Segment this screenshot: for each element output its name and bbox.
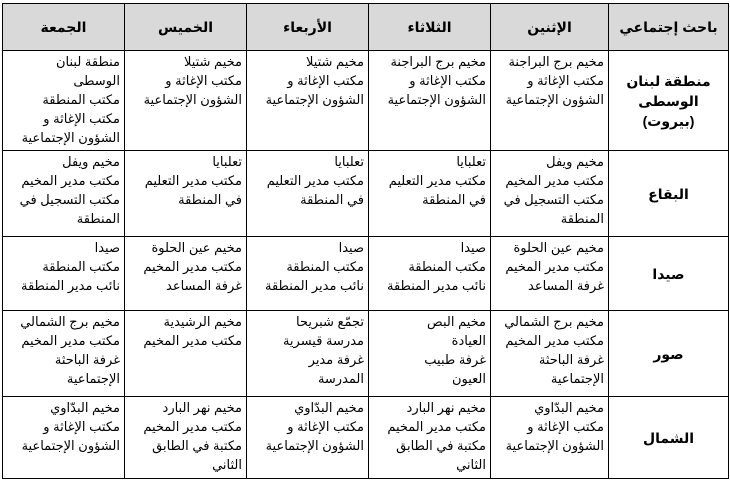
header-row xyxy=(3,4,729,51)
location-line: مكتب مدير المخيم xyxy=(143,333,242,349)
header-social-worker: باحث إجتماعي xyxy=(609,4,729,51)
schedule-cell-tuesday xyxy=(369,237,491,311)
schedule-cell-thursday xyxy=(125,151,247,237)
location-line: الثاني xyxy=(456,457,486,473)
location-line: المنطقة xyxy=(560,211,604,227)
location-line: منطقة لبنان xyxy=(55,54,120,69)
schedule-cell-friday xyxy=(3,237,125,311)
location-line: تعلبايا xyxy=(456,154,486,170)
schedule-cell-tuesday xyxy=(369,311,491,397)
location-line: الشؤون الإجتماعية xyxy=(505,438,604,454)
location-line: الشؤون الإجتماعية xyxy=(21,130,120,145)
location-line: الإجتماعية xyxy=(66,371,120,387)
schedule-cell-thursday xyxy=(125,397,247,479)
table-row xyxy=(3,397,729,479)
header-monday: الإثنين xyxy=(491,4,609,51)
region-name-line: الشمال xyxy=(642,429,695,446)
schedule-cell-tuesday xyxy=(369,51,491,151)
location-line: المنطقة xyxy=(76,211,120,227)
region-name-line: صور xyxy=(653,345,684,362)
schedule-cell-monday xyxy=(491,237,609,311)
location-line: مخيم البدّاوي xyxy=(534,400,604,416)
location-line: مكتبة في الطابق xyxy=(396,438,486,454)
table-row xyxy=(3,51,729,151)
schedule-cell-wednesday xyxy=(247,237,369,311)
schedule-cell-monday xyxy=(491,311,609,397)
location-line: مكتب مدير المخيم xyxy=(21,333,120,349)
location-line: مخيم شتيلا xyxy=(183,54,242,69)
location-line: الشؤون الإجتماعية xyxy=(21,438,120,454)
region-cell xyxy=(609,51,729,151)
location-line: في المنطقة xyxy=(422,192,486,208)
header-thursday: الخميس xyxy=(125,4,247,51)
location-line: مكتب المنطقة xyxy=(408,259,486,275)
location-line: في المنطقة xyxy=(300,192,364,208)
location-line: مكتب الإغاثة و xyxy=(409,73,486,88)
location-line: مكتب الإغاثة و xyxy=(287,73,364,88)
location-line: العيون xyxy=(451,371,486,387)
location-line: الشؤون الإجتماعية xyxy=(143,92,242,107)
table-row xyxy=(3,311,729,397)
location-line: مكتب الإغاثة و xyxy=(527,73,604,88)
location-line: مخيم ويفل xyxy=(62,154,120,170)
location-line: في المنطقة xyxy=(178,192,242,208)
location-line: تعلبايا xyxy=(212,154,242,170)
region-name-line: الوسطى xyxy=(638,92,699,109)
region-name-line: (بيروت) xyxy=(642,112,695,129)
location-line: مكتب الإغاثة و xyxy=(43,111,120,126)
location-line: مكتب مدير المخيم xyxy=(505,333,604,349)
location-line: الوسطى xyxy=(73,73,120,88)
location-line: مكتب الإغاثة و xyxy=(43,419,120,435)
location-line: مخيم شتيلا xyxy=(305,54,364,69)
region-name-line: صيدا xyxy=(652,265,685,282)
location-line: مخيم نهر البارد xyxy=(162,400,242,416)
location-line: الشؤون الإجتماعية xyxy=(265,438,364,454)
location-line: مخيم عين الحلوة xyxy=(151,240,242,256)
header-friday: الجمعة xyxy=(3,4,125,51)
location-line: غرفة الباحثة xyxy=(538,352,604,368)
schedule-cell-wednesday xyxy=(247,51,369,151)
location-line: غرفة المساعد xyxy=(528,278,604,294)
region-cell xyxy=(609,237,729,311)
location-line: غرفة الباحثة xyxy=(54,352,120,368)
region-name-line: منطقة لبنان xyxy=(626,72,711,89)
location-line: مخيم عين الحلوة xyxy=(513,240,604,256)
location-line: الإجتماعية xyxy=(550,371,604,387)
location-line: مكتب مدير المخيم xyxy=(143,259,242,275)
location-line: نائب مدير المنطقة xyxy=(387,278,486,294)
location-line: مكتب مدير المخيم xyxy=(505,173,604,189)
header-wednesday: الأربعاء xyxy=(247,4,369,51)
location-line: مدرسة قيسرية xyxy=(282,333,364,349)
schedule-cell-thursday xyxy=(125,311,247,397)
location-line: مكتب مدير التعليم xyxy=(144,173,242,189)
schedule-cell-friday xyxy=(3,311,125,397)
schedule-cell-tuesday xyxy=(369,397,491,479)
region-name-line: البقاع xyxy=(648,185,689,202)
region-cell xyxy=(609,311,729,397)
location-line: مخيم ويفل xyxy=(546,154,604,170)
location-line: مكتب التسجيل في xyxy=(19,192,120,208)
location-line: مخيم البدّاوي xyxy=(50,400,120,416)
location-line: مكتب مدير المخيم xyxy=(387,419,486,435)
location-line: مخيم برج الشمالي xyxy=(504,314,604,330)
location-line: المدرسة xyxy=(317,371,364,387)
table-row xyxy=(3,151,729,237)
location-line: الشؤون الإجتماعية xyxy=(265,92,364,107)
region-cell xyxy=(609,397,729,479)
table-body xyxy=(3,51,729,479)
header-tuesday: الثلاثاء xyxy=(369,4,491,51)
schedule-cell-monday xyxy=(491,51,609,151)
location-line: تجمّع شبريحا xyxy=(295,314,364,330)
location-line: غرفة طبيب xyxy=(424,352,486,368)
location-line: مكتب مدير المخيم xyxy=(21,173,120,189)
location-line: تعلبايا xyxy=(334,154,364,170)
location-line: مكتب مدير المخيم xyxy=(505,259,604,275)
schedule-cell-friday xyxy=(3,51,125,151)
location-line: مخيم الرشيدية xyxy=(163,314,242,330)
location-line: الشؤون الإجتماعية xyxy=(505,92,604,107)
table-row xyxy=(3,237,729,311)
location-line: مكتب التسجيل في xyxy=(503,192,604,208)
location-line: نائب مدير المنطقة xyxy=(21,278,120,294)
location-line: صيدا xyxy=(338,240,364,256)
location-line: الشؤون الإجتماعية xyxy=(387,92,486,107)
schedule-cell-wednesday xyxy=(247,397,369,479)
location-line: مكتب مدير التعليم xyxy=(266,173,364,189)
schedule-cell-monday xyxy=(491,151,609,237)
schedule-cell-friday xyxy=(3,397,125,479)
schedule-cell-thursday xyxy=(125,51,247,151)
schedule-cell-thursday xyxy=(125,237,247,311)
region-cell xyxy=(609,151,729,237)
location-line: نائب مدير المنطقة xyxy=(265,278,364,294)
location-line: مخيم البص xyxy=(427,314,486,330)
location-line: صيدا xyxy=(460,240,486,256)
location-line: مكتب الإغاثة و xyxy=(287,419,364,435)
location-line: مخيم البدّاوي xyxy=(294,400,364,416)
location-line: مكتب المنطقة xyxy=(42,259,120,275)
location-line: مكتب مدير المخيم xyxy=(143,419,242,435)
location-line: غرفة مدير xyxy=(308,352,364,368)
location-line: صيدا xyxy=(94,240,120,256)
location-line: غرفة المساعد xyxy=(166,278,242,294)
location-line: مكتب الإغاثة و xyxy=(165,73,242,88)
schedule-cell-wednesday xyxy=(247,311,369,397)
location-line: العيادة xyxy=(451,333,486,349)
location-line: مخيم برج البراجنة xyxy=(508,54,604,69)
location-line: مكتبة في الطابق xyxy=(152,438,242,454)
schedule-cell-friday xyxy=(3,151,125,237)
location-line: مخيم برج الشمالي xyxy=(20,314,120,330)
location-line: مكتب الإغاثة و xyxy=(527,419,604,435)
location-line: مكتب المنطقة xyxy=(42,92,120,107)
schedule-cell-wednesday xyxy=(247,151,369,237)
location-line: الثاني xyxy=(212,457,242,473)
location-line: مكتب مدير التعليم xyxy=(388,173,486,189)
schedule-cell-tuesday xyxy=(369,151,491,237)
schedule-cell-monday xyxy=(491,397,609,479)
location-line: مخيم برج البراجنة xyxy=(390,54,486,69)
location-line: مخيم نهر البارد xyxy=(406,400,486,416)
schedule-table xyxy=(2,3,729,479)
location-line: مكتب المنطقة xyxy=(286,259,364,275)
